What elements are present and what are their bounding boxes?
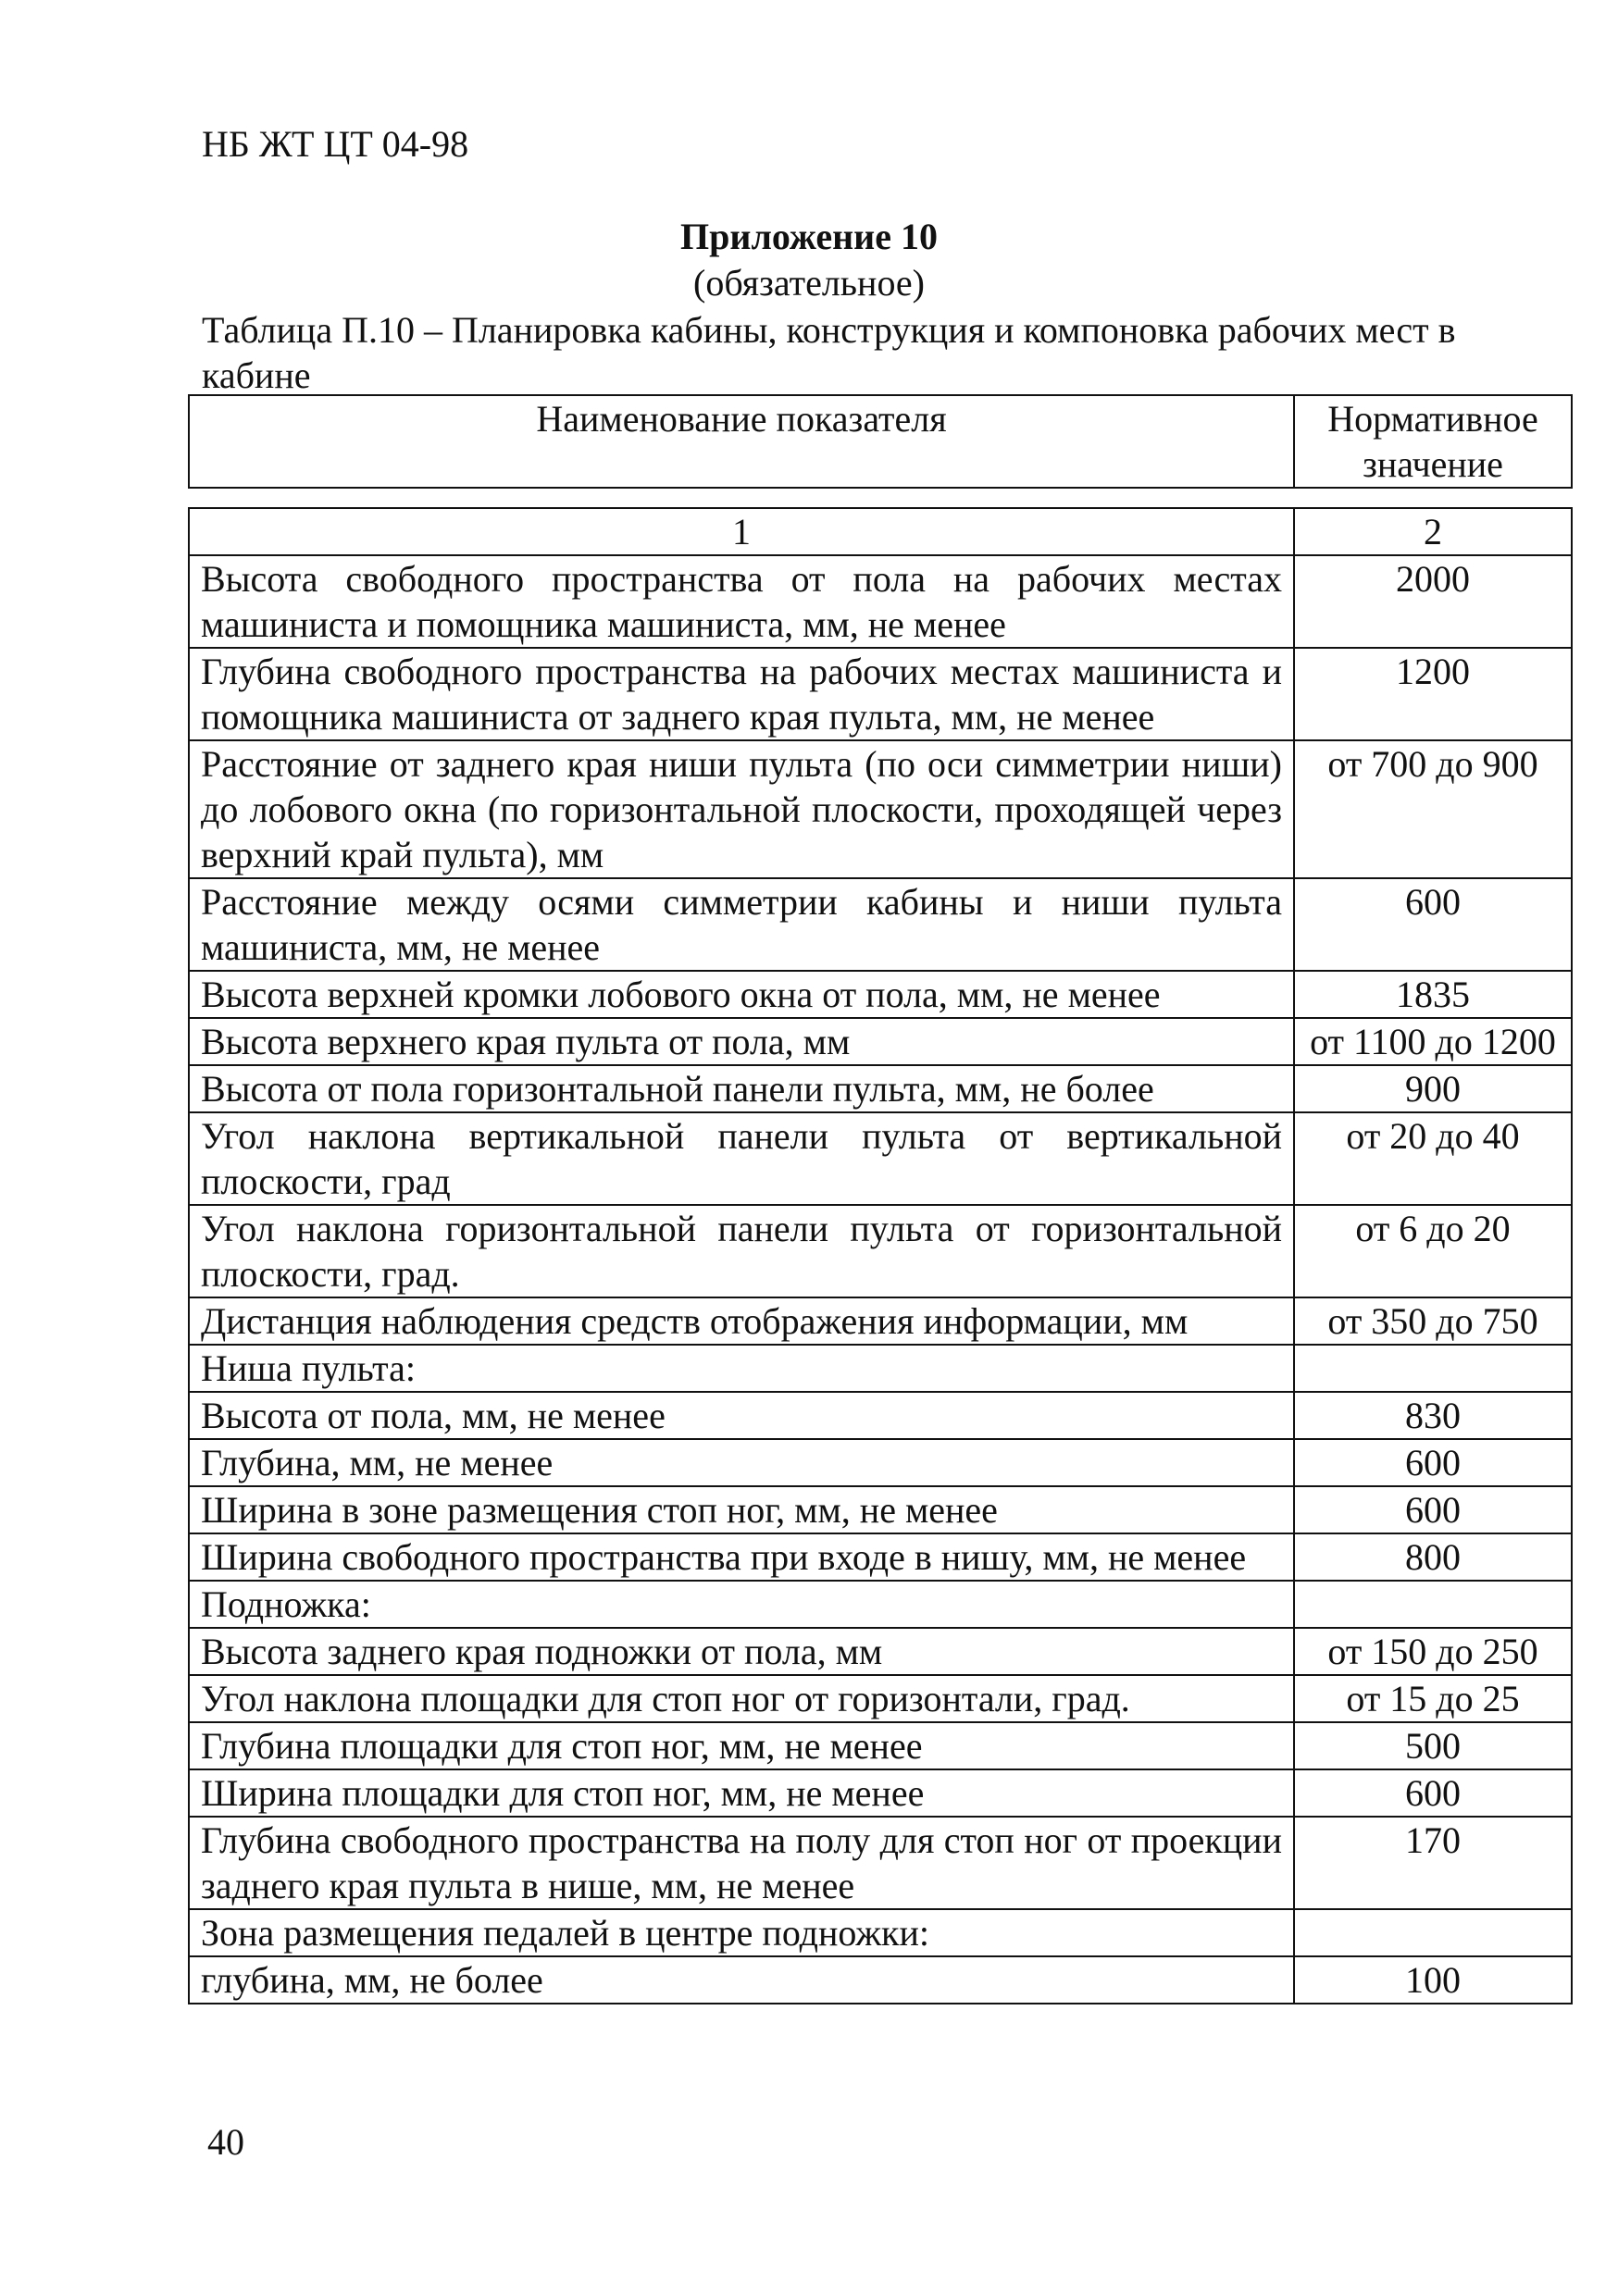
- table-row: [189, 971, 1572, 1018]
- table-row: [189, 1909, 1572, 1956]
- indicator-value-cell: от 350 до 750: [1294, 1297, 1572, 1345]
- appendix-note: (обязательное): [693, 262, 925, 304]
- page-number: 40: [207, 2121, 244, 2163]
- table-row: [189, 1486, 1572, 1533]
- indicator-value-cell: от 20 до 40: [1294, 1112, 1572, 1205]
- indicator-value-cell: 600: [1294, 878, 1572, 971]
- header-name-cell: Наименование показателя: [189, 395, 1294, 488]
- indicator-value-cell: от 15 до 25: [1294, 1675, 1572, 1722]
- table-row: [189, 1018, 1572, 1065]
- indicator-value-cell: 900: [1294, 1065, 1572, 1112]
- indicator-name-cell: Угол наклона площадки для стоп ног от горизонтали, град.: [189, 1675, 1294, 1722]
- table-row: [189, 1112, 1572, 1205]
- table-row: [189, 1533, 1572, 1581]
- indicator-name-cell: Глубина свободного пространства на рабочих местах машиниста и помощника машиниста от заднего края пульта, мм, не менее: [189, 648, 1294, 740]
- indicator-value-cell: 1835: [1294, 971, 1572, 1018]
- table-row: [189, 1581, 1572, 1628]
- table-row: [189, 740, 1572, 878]
- indicator-value-cell: 100: [1294, 1956, 1572, 2004]
- indicator-value-cell: 600: [1294, 1769, 1572, 1817]
- indicator-name-cell: Глубина, мм, не менее: [189, 1439, 1294, 1486]
- indicator-name-cell: Дистанция наблюдения средств отображения информации, мм: [189, 1297, 1294, 1345]
- table-row: [189, 1297, 1572, 1345]
- table-row: [189, 878, 1572, 971]
- indicator-value-cell: от 6 до 20: [1294, 1205, 1572, 1297]
- table-caption: Таблица П.10 – Планировка кабины, конструкция и компоновка рабочих мест в кабине: [202, 309, 1456, 396]
- table-row: [189, 1722, 1572, 1769]
- indicator-name-cell: Ширина в зоне размещения стоп ног, мм, не менее: [189, 1486, 1294, 1533]
- table-row: [189, 1065, 1572, 1112]
- indicator-value-cell: от 150 до 250: [1294, 1628, 1572, 1675]
- column-number-row: [189, 508, 1572, 555]
- indicator-name-cell: Высота заднего края подножки от пола, мм: [189, 1628, 1294, 1675]
- indicator-value-cell: [1294, 1345, 1572, 1392]
- indicator-name-cell: Угол наклона вертикальной панели пульта от вертикальной плоскости, град: [189, 1112, 1294, 1205]
- table-row: [189, 1769, 1572, 1817]
- header-row: [189, 395, 1572, 488]
- header-value-cell: Нормативное значение: [1294, 395, 1572, 488]
- indicator-name-cell: Ниша пульта:: [189, 1345, 1294, 1392]
- indicator-value-cell: от 1100 до 1200: [1294, 1018, 1572, 1065]
- indicator-name-cell: Высота от пола, мм, не менее: [189, 1392, 1294, 1439]
- indicator-name-cell: Глубина свободного пространства на полу для стоп ног от проекции заднего края пульта в нише, мм, не менее: [189, 1817, 1294, 1909]
- indicator-name-cell: Угол наклона горизонтальной панели пульта от горизонтальной плоскости, град.: [189, 1205, 1294, 1297]
- indicator-name-cell: глубина, мм, не более: [189, 1956, 1294, 2004]
- table-row: [189, 1675, 1572, 1722]
- indicator-name-cell: Ширина площадки для стоп ног, мм, не менее: [189, 1769, 1294, 1817]
- indicator-value-cell: от 700 до 900: [1294, 740, 1572, 878]
- indicator-name-cell: Высота свободного пространства от пола на рабочих местах машиниста и помощника машиниста, мм, не менее: [189, 555, 1294, 648]
- indicator-value-cell: 830: [1294, 1392, 1572, 1439]
- table-row: [189, 1392, 1572, 1439]
- table-row: [189, 1205, 1572, 1297]
- indicator-value-cell: 170: [1294, 1817, 1572, 1909]
- indicator-value-cell: 500: [1294, 1722, 1572, 1769]
- indicator-name-cell: Глубина площадки для стоп ног, мм, не менее: [189, 1722, 1294, 1769]
- table-header: [188, 394, 1573, 489]
- column-number-1: 1: [189, 508, 1294, 555]
- table-row: [189, 1817, 1572, 1909]
- indicator-value-cell: [1294, 1581, 1572, 1628]
- table-row: [189, 1628, 1572, 1675]
- table-row: [189, 1345, 1572, 1392]
- column-number-2: 2: [1294, 508, 1572, 555]
- table-row: [189, 555, 1572, 648]
- table-row: [189, 648, 1572, 740]
- indicator-value-cell: [1294, 1909, 1572, 1956]
- indicator-name-cell: Высота верхнего края пульта от пола, мм: [189, 1018, 1294, 1065]
- indicators-table: [188, 507, 1573, 2004]
- indicator-name-cell: Расстояние между осями симметрии кабины и ниши пульта машиниста, мм, не менее: [189, 878, 1294, 971]
- indicator-value-cell: 600: [1294, 1486, 1572, 1533]
- table-row: [189, 1956, 1572, 2004]
- indicator-value-cell: 600: [1294, 1439, 1572, 1486]
- indicator-value-cell: 1200: [1294, 648, 1572, 740]
- indicator-name-cell: Зона размещения педалей в центре подножки:: [189, 1909, 1294, 1956]
- table-row: [189, 1439, 1572, 1486]
- indicator-name-cell: Ширина свободного пространства при входе в нишу, мм, не менее: [189, 1533, 1294, 1581]
- indicator-value-cell: 800: [1294, 1533, 1572, 1581]
- document-code: НБ ЖТ ЦТ 04-98: [202, 123, 469, 165]
- indicator-value-cell: 2000: [1294, 555, 1572, 648]
- indicator-name-cell: Расстояние от заднего края ниши пульта (по оси симметрии ниши) до лобового окна (по горизонтальной плоскости, проходящей через верхний край пульта), мм: [189, 740, 1294, 878]
- indicator-name-cell: Высота верхней кромки лобового окна от пола, мм, не менее: [189, 971, 1294, 1018]
- indicator-name-cell: Подножка:: [189, 1581, 1294, 1628]
- indicator-name-cell: Высота от пола горизонтальной панели пульта, мм, не более: [189, 1065, 1294, 1112]
- appendix-title: Приложение 10: [680, 216, 938, 257]
